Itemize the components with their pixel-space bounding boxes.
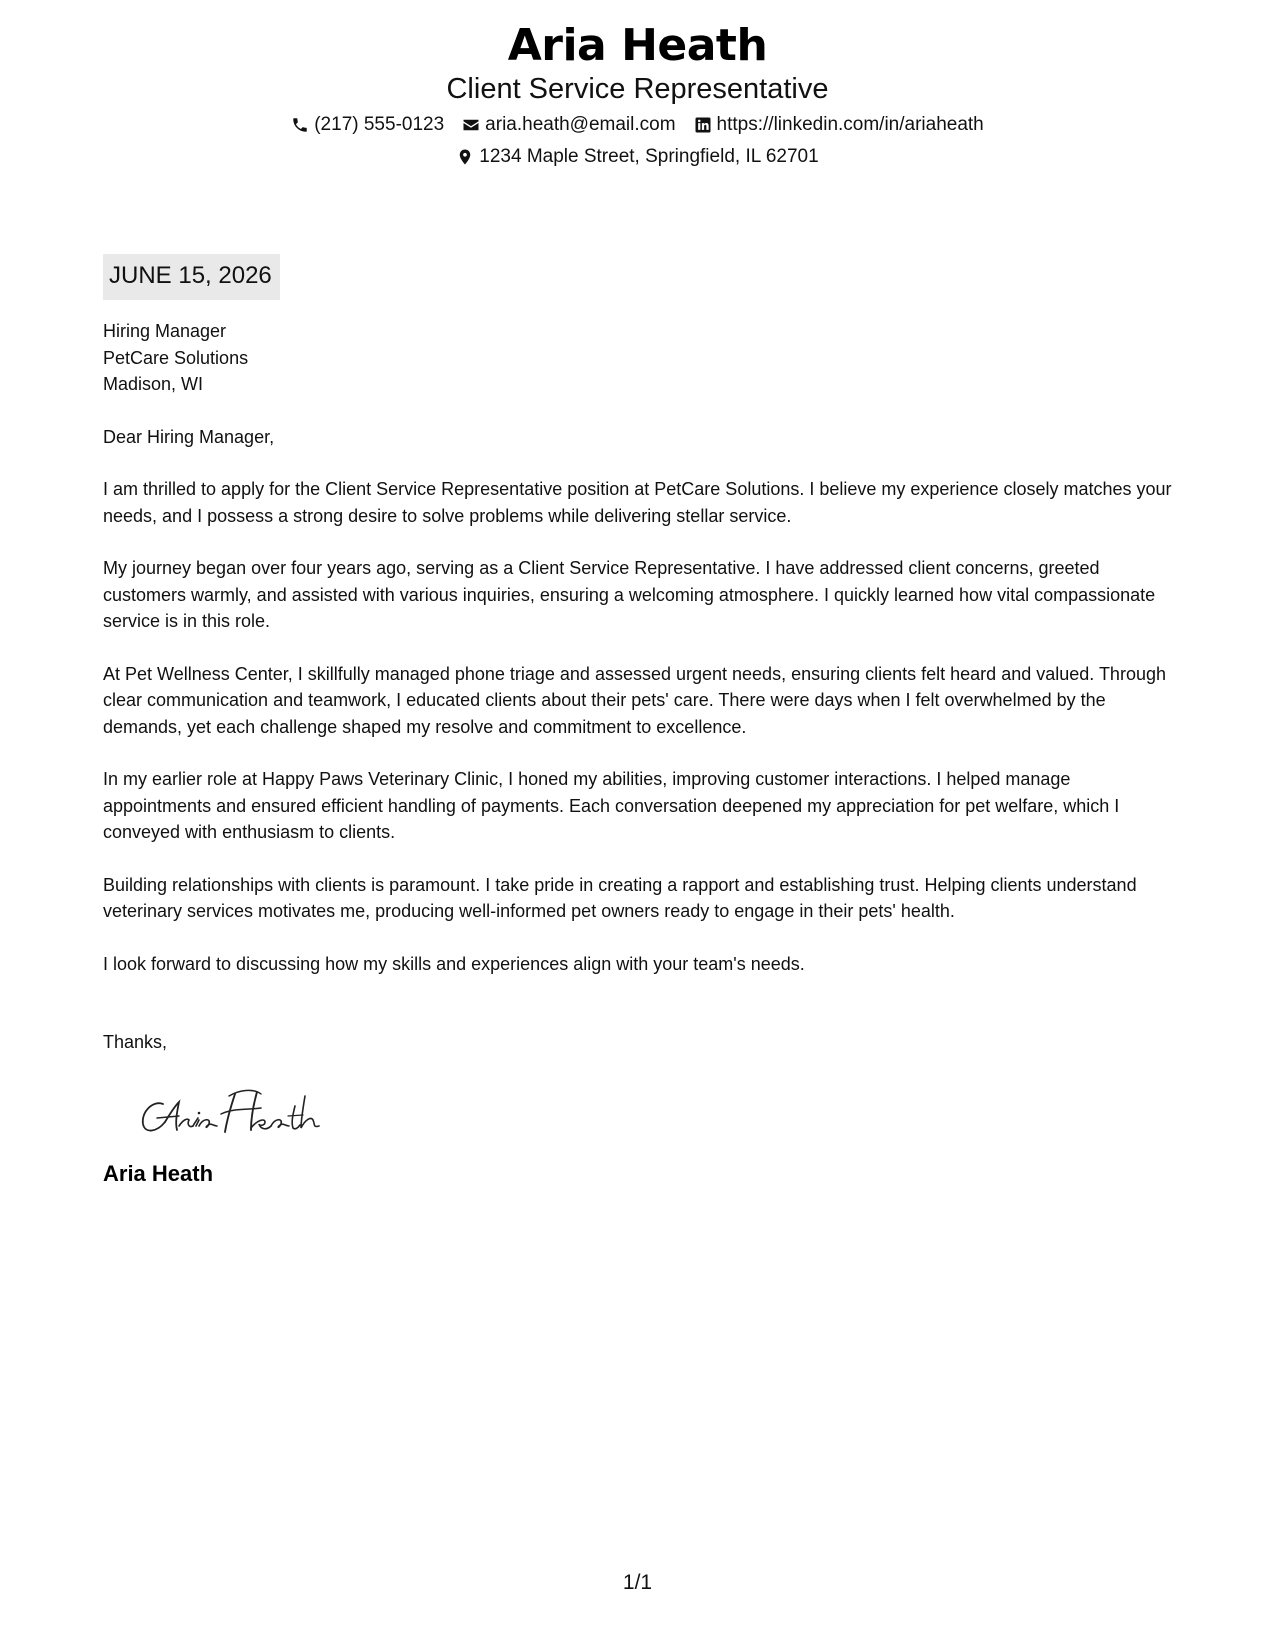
signature-graphic (135, 1082, 345, 1142)
address-row (0, 144, 1275, 170)
page-number: 1/1 (622, 1571, 653, 1594)
letter-date: JUNE 15, 2026 (103, 254, 280, 300)
letter-header (0, 20, 1275, 170)
phone-text: (217) 555-0123 (314, 114, 445, 135)
address-text: 1234 Maple Street, Springfield, IL 62701 (479, 146, 819, 167)
envelope-icon (462, 116, 480, 134)
body-paragraph: My journey began over four years ago, serving as a Client Service Representative. I have addressed client concerns, greeted customers warmly, and assisted with various inquiries, ensuring a welcoming atmosphere. I quickly learned how vital compassionate service is in this role. (103, 558, 1156, 631)
map-pin-icon (456, 148, 474, 166)
linkedin-icon (694, 116, 712, 134)
handwritten-signature (135, 1082, 345, 1142)
contact-linkedin[interactable] (694, 112, 984, 138)
signer-name: Aria Heath (103, 1160, 214, 1186)
body-paragraph: I am thrilled to apply for the Client Service Representative position at PetCare Solutions. I believe my experience closely matches your needs, and I possess a strong desire to solve problems while delivering stellar service. (103, 479, 1172, 526)
letter-body (103, 254, 1178, 1188)
contact-address (456, 144, 818, 170)
closing: Thanks, (103, 1032, 168, 1052)
recipient-line: Madison, WI (103, 374, 204, 394)
body-paragraph: In my earlier role at Happy Paws Veterinary Clinic, I honed my abilities, improving customer interactions. I helped manage appointments and ensured efficient handling of payments. Each conversation deepened my appreciation for pet welfare, which I conveyed with enthusiasm to clients. (103, 769, 1120, 842)
body-paragraph: Building relationships with clients is paramount. I take pride in creating a rapport and establishing trust. Helping clients understand veterinary services motivates me, producing well-informed pet owners ready to engage in their pets' health. (103, 874, 1137, 921)
recipient-block (103, 318, 1178, 398)
recipient-line: Hiring Manager (103, 321, 227, 341)
recipient-line: PetCare Solutions (103, 347, 249, 368)
email-text[interactable]: aria.heath@email.com (485, 114, 676, 135)
body-paragraph: At Pet Wellness Center, I skillfully managed phone triage and assessed urgent needs, ensuring clients felt heard and valued. Through clear communication and teamwork, I educated clients about their pets' care. There were days when I felt overwhelmed by the demands, yet each challenge shaped my resolve and commitment to excellence. (103, 663, 1166, 737)
linkedin-text[interactable]: https://linkedin.com/in/ariaheath (716, 114, 984, 135)
contact-row (0, 112, 1275, 138)
body-paragraph: I look forward to discussing how my skills and experiences align with your team's needs. (103, 953, 805, 974)
phone-icon (291, 116, 309, 134)
applicant-name: Aria Heath (507, 20, 768, 71)
applicant-title: Client Service Representative (446, 73, 829, 105)
contact-phone (291, 112, 444, 138)
salutation: Dear Hiring Manager, (103, 426, 275, 447)
contact-email[interactable] (462, 112, 675, 138)
